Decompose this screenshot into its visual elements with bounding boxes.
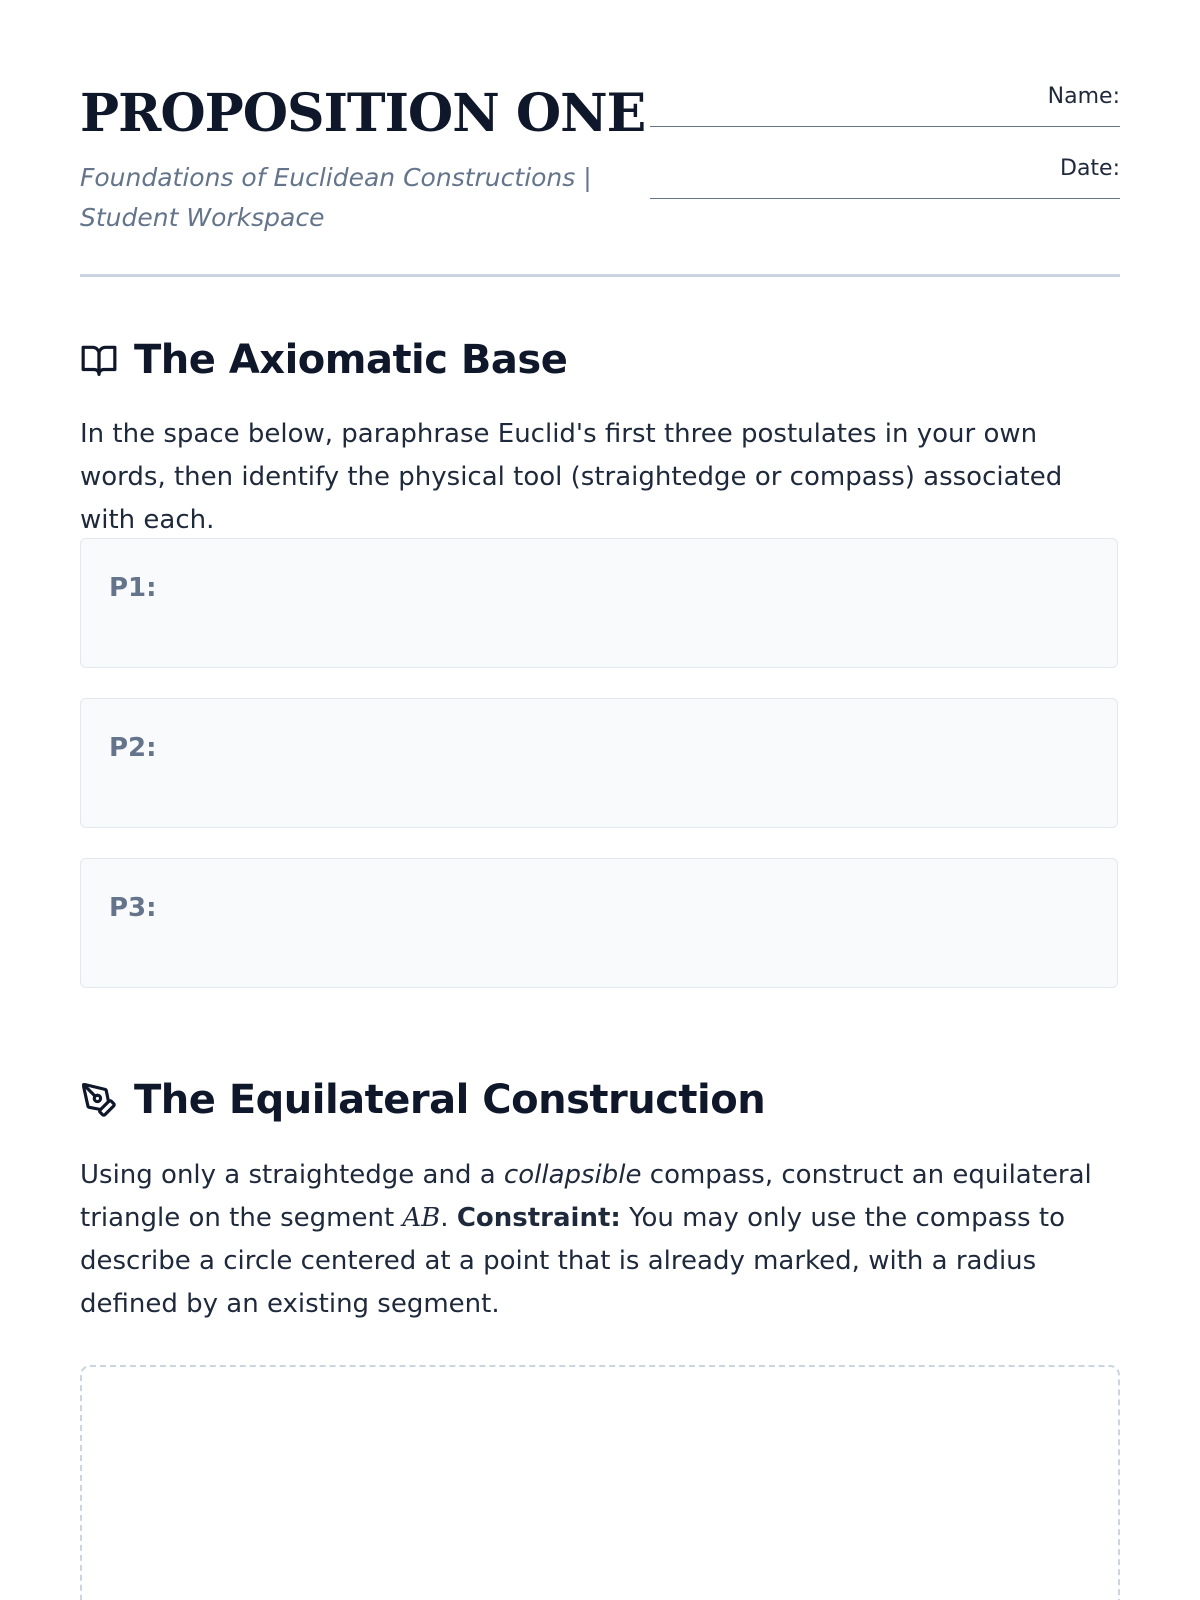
emphasis-text: collapsible [503,1160,642,1190]
constraint-text: You may only use the compass to describe a circle centered at a point that is already marked, with a radius defined by an existing segment. [80,1203,1065,1319]
constraint-label: Constraint: [456,1203,621,1233]
answer-box-p3[interactable] [80,858,1118,988]
worksheet-header [80,78,1120,278]
instruction-text: . [440,1203,457,1233]
name-label: Name: [1047,84,1120,109]
pen-tool-icon [80,1081,118,1119]
instruction-text: Using only a straightedge and a [80,1160,504,1190]
instruction-text: compass, construct an equilateral triangle on the segment [80,1160,1092,1233]
page-title: PROPOSITION ONE [80,83,646,144]
answer-label: P1: [109,573,157,603]
name-line[interactable] [650,126,1120,127]
header-divider [80,274,1120,277]
segment-label: AB [402,1203,441,1233]
answer-box-p2[interactable] [80,698,1118,828]
construction-instructions [80,1154,1120,1326]
answer-label: P2: [109,733,157,763]
section-title: The Axiomatic Base [134,337,568,383]
section-axiomatic-base-heading [80,335,567,385]
section-instructions: In the space below, paraphrase Euclid's first three postulates in your own words, then identify the physical tool (straightedge or compass) associated with each. [80,419,1063,535]
book-open-icon [80,341,118,379]
section-title: The Equilateral Construction [134,1077,766,1123]
date-line[interactable] [650,198,1120,199]
answer-label: P3: [109,893,157,923]
page-subtitle: Foundations of Euclidean Constructions | Student Workspace [80,163,592,232]
construction-drawing-area[interactable] [80,1365,1120,1600]
date-field[interactable] [650,156,1120,228]
student-meta [650,84,1120,228]
section-equilateral-heading [80,1075,765,1125]
name-field[interactable] [650,84,1120,156]
answer-box-p1[interactable] [80,538,1118,668]
date-label: Date: [1060,156,1120,181]
worksheet-page [80,0,1120,1600]
